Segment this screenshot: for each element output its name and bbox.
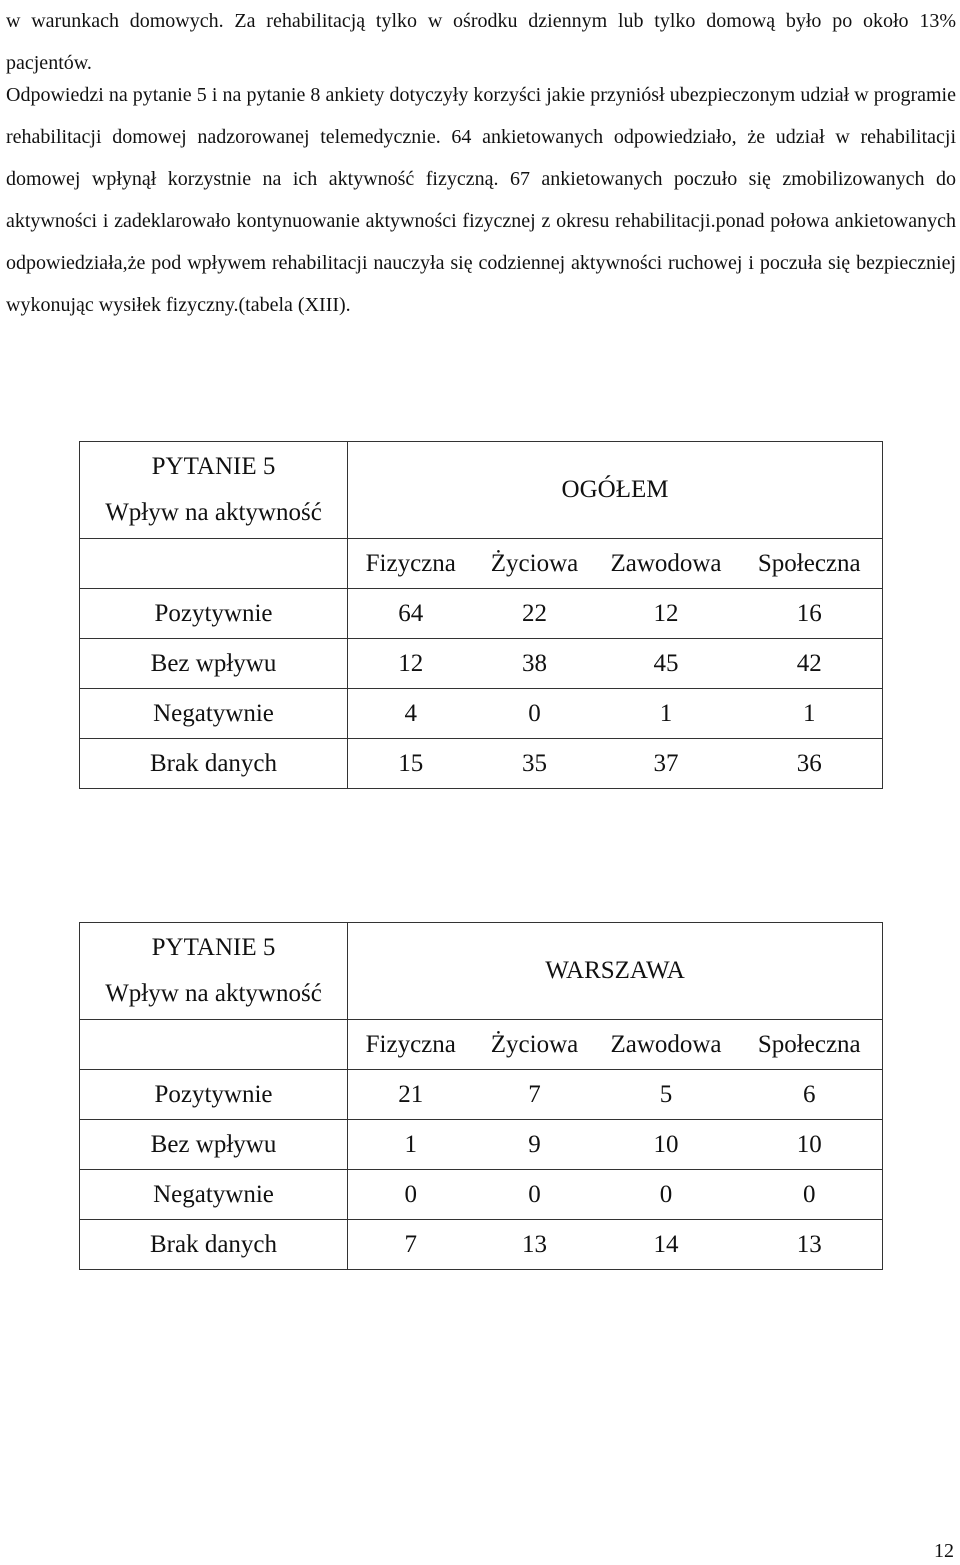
column-header: Społeczna bbox=[737, 539, 883, 589]
table-cell: 0 bbox=[474, 1170, 596, 1220]
table-cell: 37 bbox=[596, 739, 737, 789]
table-cell: 13 bbox=[737, 1220, 883, 1270]
question-title: PYTANIE 5 bbox=[151, 934, 276, 961]
question-header bbox=[80, 442, 348, 539]
table-row bbox=[80, 1070, 883, 1120]
table-cell: 1 bbox=[596, 689, 737, 739]
table-cell: 42 bbox=[737, 639, 883, 689]
table-cell: 38 bbox=[474, 639, 596, 689]
table-row bbox=[80, 589, 883, 639]
column-header: Życiowa bbox=[474, 539, 596, 589]
row-label: Bez wpływu bbox=[80, 1120, 348, 1170]
table-cell: 13 bbox=[474, 1220, 596, 1270]
table-cell: 1 bbox=[348, 1120, 474, 1170]
column-header-row bbox=[80, 539, 883, 589]
row-label: Negatywnie bbox=[80, 1170, 348, 1220]
table-cell: 9 bbox=[474, 1120, 596, 1170]
table-row bbox=[80, 739, 883, 789]
table-cell: 10 bbox=[596, 1120, 737, 1170]
table-cell: 7 bbox=[474, 1070, 596, 1120]
row-label: Negatywnie bbox=[80, 689, 348, 739]
paragraph-intro: w warunkach domowych. Za rehabilitacją tylko w ośrodku dziennym lub tylko domową było po około 13% pacjentów. bbox=[6, 10, 956, 74]
row-label: Brak danych bbox=[80, 1220, 348, 1270]
empty-header-cell bbox=[80, 1020, 348, 1070]
table-cell: 1 bbox=[737, 689, 883, 739]
table-cell: 4 bbox=[348, 689, 474, 739]
table-cell: 14 bbox=[596, 1220, 737, 1270]
table-header-row bbox=[80, 442, 883, 539]
table-row bbox=[80, 1170, 883, 1220]
table-cell: 7 bbox=[348, 1220, 474, 1270]
table-cell: 10 bbox=[737, 1120, 883, 1170]
table-row bbox=[80, 1220, 883, 1270]
table-cell: 15 bbox=[348, 739, 474, 789]
table-cell: 45 bbox=[596, 639, 737, 689]
question-header bbox=[80, 923, 348, 1020]
table-cell: 36 bbox=[737, 739, 883, 789]
table-cell: 0 bbox=[348, 1170, 474, 1220]
column-header: Fizyczna bbox=[348, 539, 474, 589]
column-header: Zawodowa bbox=[596, 539, 737, 589]
table-row bbox=[80, 689, 883, 739]
question-subtitle: Wpływ na aktywność bbox=[105, 980, 322, 1007]
row-label: Pozytywnie bbox=[80, 1070, 348, 1120]
table-cell: 22 bbox=[474, 589, 596, 639]
column-header: Fizyczna bbox=[348, 1020, 474, 1070]
row-label: Brak danych bbox=[80, 739, 348, 789]
column-header-row bbox=[80, 1020, 883, 1070]
row-label: Bez wpływu bbox=[80, 639, 348, 689]
paragraph-results: Odpowiedzi na pytanie 5 i na pytanie 8 ankiety dotyczyły korzyści jakie przyniósł ubezpieczonym udział w programie rehabilitacji domowej nadzorowanej telemedycznie. 64 ankietowanych odpowiedziało, że udział w rehabilitacji domowej wpłynął korzystnie na ich aktywność fizyczną. 67 ankietowanych poczuło się zmobilizowanych do aktywności i zadeklarowało kontynuowanie aktywności fizycznej z okresu rehabilitacji.ponad połowa ankietowanych odpowiedziała,że pod wpływem rehabilitacji nauczyła się codziennej aktywności ruchowej i poczuła się bezpieczniej wykonując wysiłek fizyczny.(tabela (XIII). bbox=[6, 84, 956, 316]
table-cell: 0 bbox=[596, 1170, 737, 1220]
group-header: WARSZAWA bbox=[348, 923, 883, 1020]
table-row bbox=[80, 639, 883, 689]
table-cell: 5 bbox=[596, 1070, 737, 1120]
table-cell: 21 bbox=[348, 1070, 474, 1120]
column-header: Życiowa bbox=[474, 1020, 596, 1070]
table-row bbox=[80, 1120, 883, 1170]
column-header: Społeczna bbox=[737, 1020, 883, 1070]
table-cell: 35 bbox=[474, 739, 596, 789]
table-cell: 6 bbox=[737, 1070, 883, 1120]
table-cell: 16 bbox=[737, 589, 883, 639]
page-number: 12 bbox=[934, 1540, 954, 1562]
question-title: PYTANIE 5 bbox=[151, 453, 276, 480]
results-table-total bbox=[79, 441, 883, 789]
table-header-row bbox=[80, 923, 883, 1020]
question-subtitle: Wpływ na aktywność bbox=[105, 499, 322, 526]
table-cell: 12 bbox=[348, 639, 474, 689]
results-table-warsaw bbox=[79, 922, 883, 1270]
column-header: Zawodowa bbox=[596, 1020, 737, 1070]
table-cell: 0 bbox=[474, 689, 596, 739]
empty-header-cell bbox=[80, 539, 348, 589]
group-header: OGÓŁEM bbox=[348, 442, 883, 539]
table-cell: 64 bbox=[348, 589, 474, 639]
row-label: Pozytywnie bbox=[80, 589, 348, 639]
table-cell: 0 bbox=[737, 1170, 883, 1220]
table-cell: 12 bbox=[596, 589, 737, 639]
